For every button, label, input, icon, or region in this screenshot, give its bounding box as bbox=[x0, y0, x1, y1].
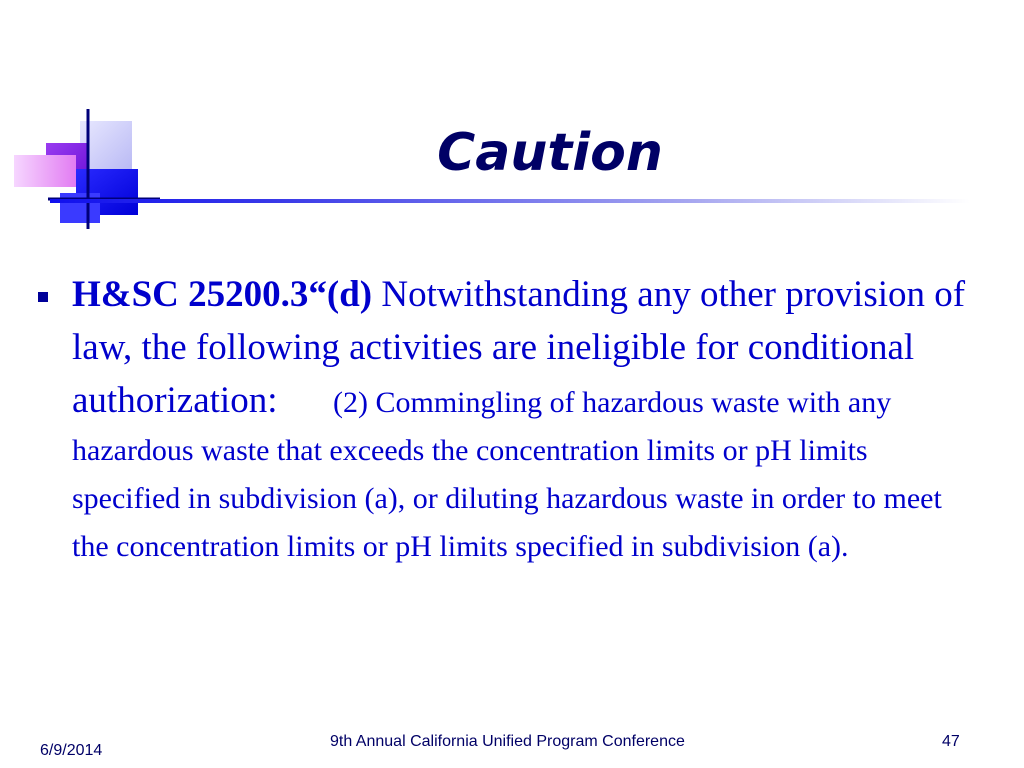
bullet-text-main: Notwithstanding any other provision of law, the following activities are ineligible for conditional authorization: bbox=[72, 274, 975, 421]
footer-date: 6/9/2014 bbox=[40, 742, 103, 759]
bullet-list bbox=[38, 268, 983, 571]
slide-number: 47 bbox=[942, 733, 960, 750]
footer-conference: 9th Annual California Unified Program Conference bbox=[330, 733, 685, 750]
bullet-item bbox=[72, 268, 983, 571]
bullet-text-detail: Commingling of hazardous waste with any hazardous waste that exceeds the concentration limits or pH limits specified in subdivision (a), or diluting hazardous waste in order to meet the concentration limits or pH limits specified in subdivision (a). bbox=[72, 386, 942, 563]
slide-title: Caution bbox=[437, 123, 663, 183]
overlapping-squares-logo bbox=[10, 105, 160, 235]
square-bullet-icon bbox=[38, 292, 48, 302]
title-underline bbox=[50, 199, 970, 203]
item-number: (2) bbox=[333, 386, 368, 419]
statute-reference: H&SC 25200.3“(d) bbox=[72, 274, 373, 315]
